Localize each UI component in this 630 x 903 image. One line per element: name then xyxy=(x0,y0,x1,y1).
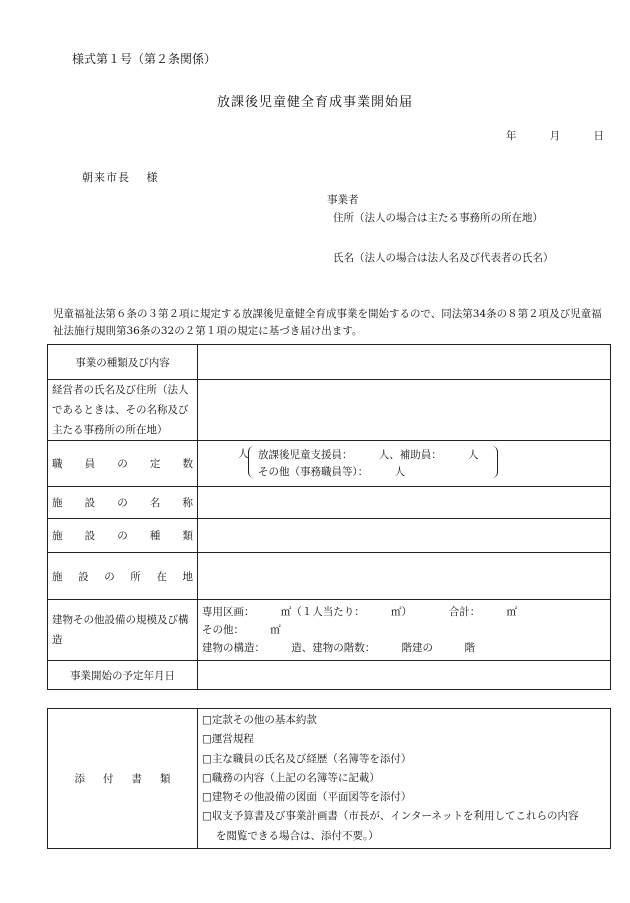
attachment-item-rules[interactable]: □運営規程 xyxy=(202,733,254,746)
staff-line-1: 放課後児童支援員： 人、補助員： 人 xyxy=(258,448,479,461)
attachment-item-budget-note: を閲覧できる場合は、添付不要。） xyxy=(216,829,379,842)
row-staff xyxy=(48,441,611,487)
addressee: 朝来市長 様 xyxy=(82,171,159,184)
attachment-item-articles[interactable]: □定款その他の基本約款 xyxy=(202,714,317,727)
building-field[interactable] xyxy=(198,600,611,661)
row-facility-name xyxy=(48,487,611,519)
attachment-item-floor-plan[interactable]: □建物その他設備の図面（平面図等を添付） xyxy=(202,791,412,804)
row-facility-type xyxy=(48,519,611,553)
row-attachments xyxy=(48,709,611,849)
building-structure-line: 建物の構造： 造、建物の階数： 階建の 階 xyxy=(202,642,475,654)
attachment-item-staff-career[interactable]: □主な職員の氏名及び経歴（名簿等を添付） xyxy=(202,752,412,765)
row-facility-location xyxy=(48,553,611,600)
building-label: 建物その他設備の規模及び構造 xyxy=(48,600,198,661)
applicant-name-label: 氏名（法人の場合は法人名及び代表者の氏名） xyxy=(333,252,554,264)
operator-label: 経営者の氏名及び住所（法人であるときは、その名称及び主たる事務所の所在地） xyxy=(48,380,198,441)
business-type-label: 事業の種類及び内容 xyxy=(48,345,198,380)
start-date-field[interactable] xyxy=(198,661,611,690)
row-building xyxy=(48,600,611,661)
facility-location-field[interactable] xyxy=(198,553,611,600)
date-month-label: 月 xyxy=(549,130,561,142)
facility-name-label-cell xyxy=(48,487,198,519)
staff-field[interactable] xyxy=(198,441,611,487)
form-number: 様式第１号（第２条関係） xyxy=(72,52,217,66)
facility-location-label-cell xyxy=(48,553,198,600)
attachments-table xyxy=(47,708,611,849)
building-other-line: その他： ㎡ xyxy=(202,624,281,636)
intro-text: 児童福祉法第６条の３第２項に規定する放課後児童健全育成事業を開始するので、同法第34条の８第２項及び児童福祉法施行規則第36条の32の２第１項の規定に基づき届け出ます。 xyxy=(53,308,602,337)
start-date-label: 事業開始の予定年月日 xyxy=(48,661,198,690)
facility-type-field[interactable] xyxy=(198,519,611,553)
business-type-field[interactable] xyxy=(198,345,611,380)
attachment-item-duties[interactable]: □職務の内容（上記の名簿等に記載） xyxy=(202,771,380,784)
row-business-type xyxy=(48,345,611,380)
notification-table xyxy=(47,344,611,690)
facility-location-label: 施 設 の 所 在 地 xyxy=(52,570,193,583)
document-title: 放課後児童健全育成事業開始届 xyxy=(216,95,413,110)
attachments-label: 添付書類 xyxy=(48,709,198,849)
date-day-label: 日 xyxy=(593,130,604,142)
row-operator xyxy=(48,380,611,441)
attachment-item-budget[interactable]: □収支予算書及び事業計画書（市長が、インターネットを利用してこれらの内容 xyxy=(202,810,579,823)
applicant-heading: 事業者 xyxy=(327,194,359,206)
facility-name-field[interactable] xyxy=(198,487,611,519)
date-line xyxy=(476,128,604,143)
staff-label-cell xyxy=(48,441,198,487)
facility-type-label: 施 設 の 種 類 xyxy=(52,530,193,542)
staff-line-2: その他（事務職員等）： 人 xyxy=(258,465,405,478)
facility-type-label-cell xyxy=(48,519,198,553)
applicant-block xyxy=(327,191,554,267)
date-year-label: 年 xyxy=(505,130,517,142)
row-start-date xyxy=(48,661,611,690)
attachments-list xyxy=(198,709,611,849)
facility-name-label: 施 設 の 名 称 xyxy=(52,497,193,509)
staff-label: 職 員 の 定 数 xyxy=(52,458,193,470)
applicant-address-label: 住所（法人の場合は主たる事務所の所在地） xyxy=(333,212,543,224)
operator-field[interactable] xyxy=(198,380,611,441)
building-area-line: 専用区画： ㎡（１人当たり： ㎡） 合計： ㎡ xyxy=(202,606,517,618)
staff-person-unit: 人 xyxy=(238,447,249,460)
